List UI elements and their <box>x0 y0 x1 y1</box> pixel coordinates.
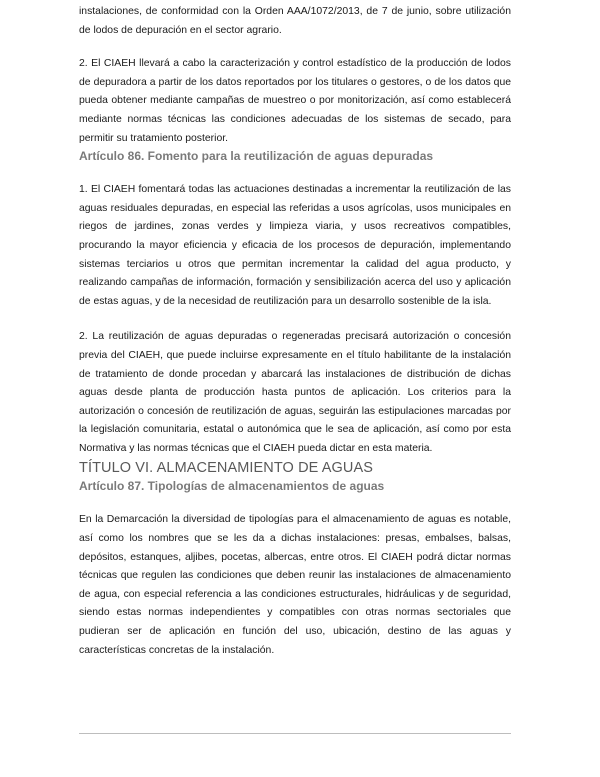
paragraph-art86-fomento: 1. El CIAEH fomentará todas las actuaciones destinadas a incrementar la reutilización de las aguas residuales depuradas, en especial las referidas a usos agrícolas, usos municipales en riegos de jardines, zonas verdes y limpieza viaria, y usos recreativos compatibles, procurando la mayor eficiencia y eficacia de los procesos de depuración, implementando sistemas terciarios u otros que permitan incrementar la calidad del agua producto, y realizando campañas de información, formación y sensibilización acerca del uso y aplicación de estas aguas, y de la necesidad de reutilización para un desarrollo sostenible de la isla. <box>79 184 511 307</box>
paragraph-art87-tipologias: En la Demarcación la diversidad de tipologías para el almacenamiento de aguas es notable, así como los nombres que se les da a dichas instalaciones: presas, embalses, balsas, depósitos, estanques, aljibes, pocetas, albercas, entre otros. El CIAEH podrá dictar normas técnicas que regulen las condiciones que deben reunir las instalaciones de almacenamiento de agua, con especial referencia a las condiciones estructurales, hidráulicas y de seguridad, siendo estas normas independientes y compatibles con otras normas sectoriales que pudieran ser de aplicación en función del uso, ubicación, destino de las aguas y características concretas de la instalación. <box>79 514 511 656</box>
paragraph-lodos-orden: instalaciones, de conformidad con la Orden AAA/1072/2013, de 7 de junio, sobre utilización de lodos de depuración en el sector agrario. <box>79 6 511 36</box>
paragraph-art86-autorizacion: 2. La reutilización de aguas depuradas o regeneradas precisará autorización o concesión previa del CIAEH, que puede incluirse expresamente en el título habilitante de la instalación de tratamiento de donde procedan y abarcará las instalaciones de distribución de dichas aguas desde planta de producción hasta puntos de aplicación. Los criterios para la autorización o concesión de reutilización de aguas, seguirán las estipulaciones marcadas por la legislación comunitaria, estatal o autonómica que le sea de aplicación, así como por esta Normativa y las normas técnicas que el CIAEH pueda dictar en esta materia. <box>79 331 511 454</box>
article-86-heading: Artículo 86. Fomento para la reutilización de aguas depuradas <box>79 149 434 164</box>
article-87-heading: Artículo 87. Tipologías de almacenamientos de aguas <box>79 479 385 494</box>
titulo-vi-heading: TÍTULO VI. ALMACENAMIENTO DE AGUAS <box>79 460 374 477</box>
page-content <box>79 0 511 660</box>
paragraph-lodos-caracterizacion: 2. El CIAEH llevará a cabo la caracterización y control estadístico de la producción de lodos de depuradora a partir de los datos reportados por los titulares o gestores, o de los datos que pueda obtener mediante campañas de muestreo o por monitorización, así como establecerá mediante normas técnicas las condiciones adecuadas de los sistemas de secado, para permitir su tratamiento posterior. <box>79 58 511 144</box>
footer-divider <box>79 733 511 734</box>
